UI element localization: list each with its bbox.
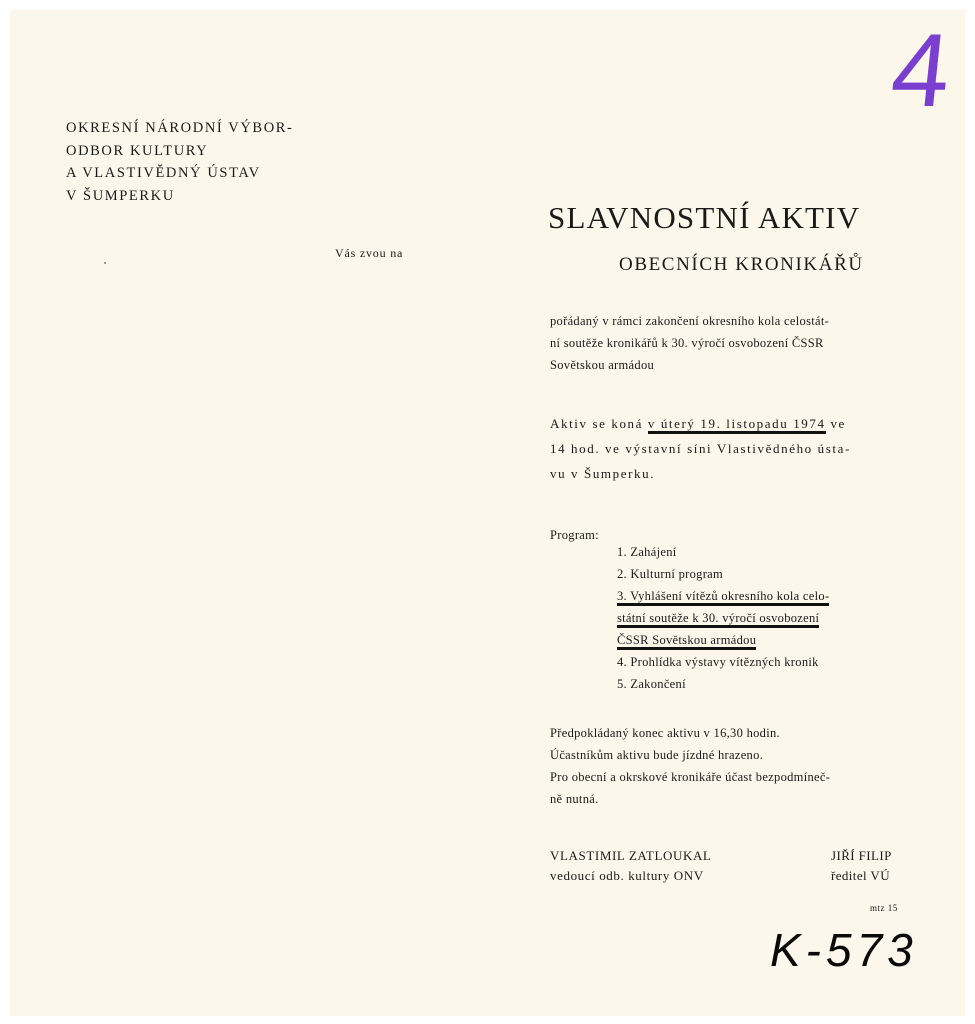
program-item: 2. Kulturní program [617, 567, 724, 581]
stamp-number: 4 [885, 13, 956, 129]
signature-right [831, 846, 892, 886]
issuer-line: A VLASTIVĚDNÝ ÚSTAV [66, 165, 261, 181]
notes-line: Předpokládaný konec aktivu v 16,30 hodin. [550, 726, 780, 740]
event-line [550, 411, 851, 436]
program-item: 4. Prohlídka výstavy vítězných kronik [617, 655, 819, 669]
program-item-text: ČSSR Sovětskou armádou [617, 633, 756, 650]
program-item [617, 629, 829, 651]
intro-line: pořádaný v rámci zakončení okresního kola celostát- [550, 314, 830, 328]
notes-line: Pro obecní a okrskové kronikáře účast bezpodmíneč- [550, 770, 831, 784]
intro-line: Sovětskou armádou [550, 358, 655, 372]
program-item [617, 607, 829, 629]
issuer-block [66, 117, 293, 207]
issuer-line: ODBOR KULTURY [66, 142, 209, 159]
print-code: mtz 15 [870, 903, 898, 913]
event-date: v úterý 19. listopadu 1974 [648, 416, 826, 434]
signature-left [550, 846, 711, 886]
program-item [617, 585, 829, 607]
issuer-line: V ŠUMPERKU [66, 187, 175, 204]
signatory-role: ředitel VÚ [831, 868, 890, 883]
event-line: 14 hod. ve výstavní síni Vlastivědného ústa- [550, 441, 851, 456]
program-item-text: 3. Vyhlášení vítězů okresního kola celo- [617, 589, 829, 606]
signatory-name: VLASTIMIL ZATLOUKAL [550, 848, 712, 863]
notes-line: ně nutná. [550, 792, 599, 806]
intro-paragraph [550, 310, 829, 376]
invite-text: Vás zvou na [335, 246, 404, 260]
program-heading: Program: [550, 528, 599, 542]
event-details [550, 411, 851, 486]
event-prefix: Aktiv se koná [550, 416, 648, 431]
issuer-line: OKRESNÍ NÁRODNÍ VÝBOR- [66, 120, 294, 136]
program-item-text: státní soutěže k 30. výročí osvobození [617, 611, 819, 628]
event-line: vu v Šumperku. [550, 466, 656, 481]
event-suffix: ve [825, 416, 846, 431]
signatory-role: vedoucí odb. kultury ONV [550, 868, 704, 883]
archive-number: K-573 [770, 924, 918, 976]
document-title: SLAVNOSTNÍ AKTIV [548, 200, 861, 235]
program-list [617, 541, 829, 695]
intro-line: ní soutěže kronikářů k 30. výročí osvobození ČSSR [550, 336, 824, 350]
notes-paragraph [550, 722, 830, 810]
paper-speck [104, 262, 106, 264]
document-subtitle: OBECNÍCH KRONIKÁŘŮ [619, 254, 864, 275]
program-item: 5. Zakončení [617, 677, 686, 691]
notes-line: Účastníkům aktivu bude jízdné hrazeno. [550, 748, 764, 762]
signatory-name: JIŘÍ FILIP [831, 848, 892, 863]
program-item: 1. Zahájení [617, 545, 677, 559]
